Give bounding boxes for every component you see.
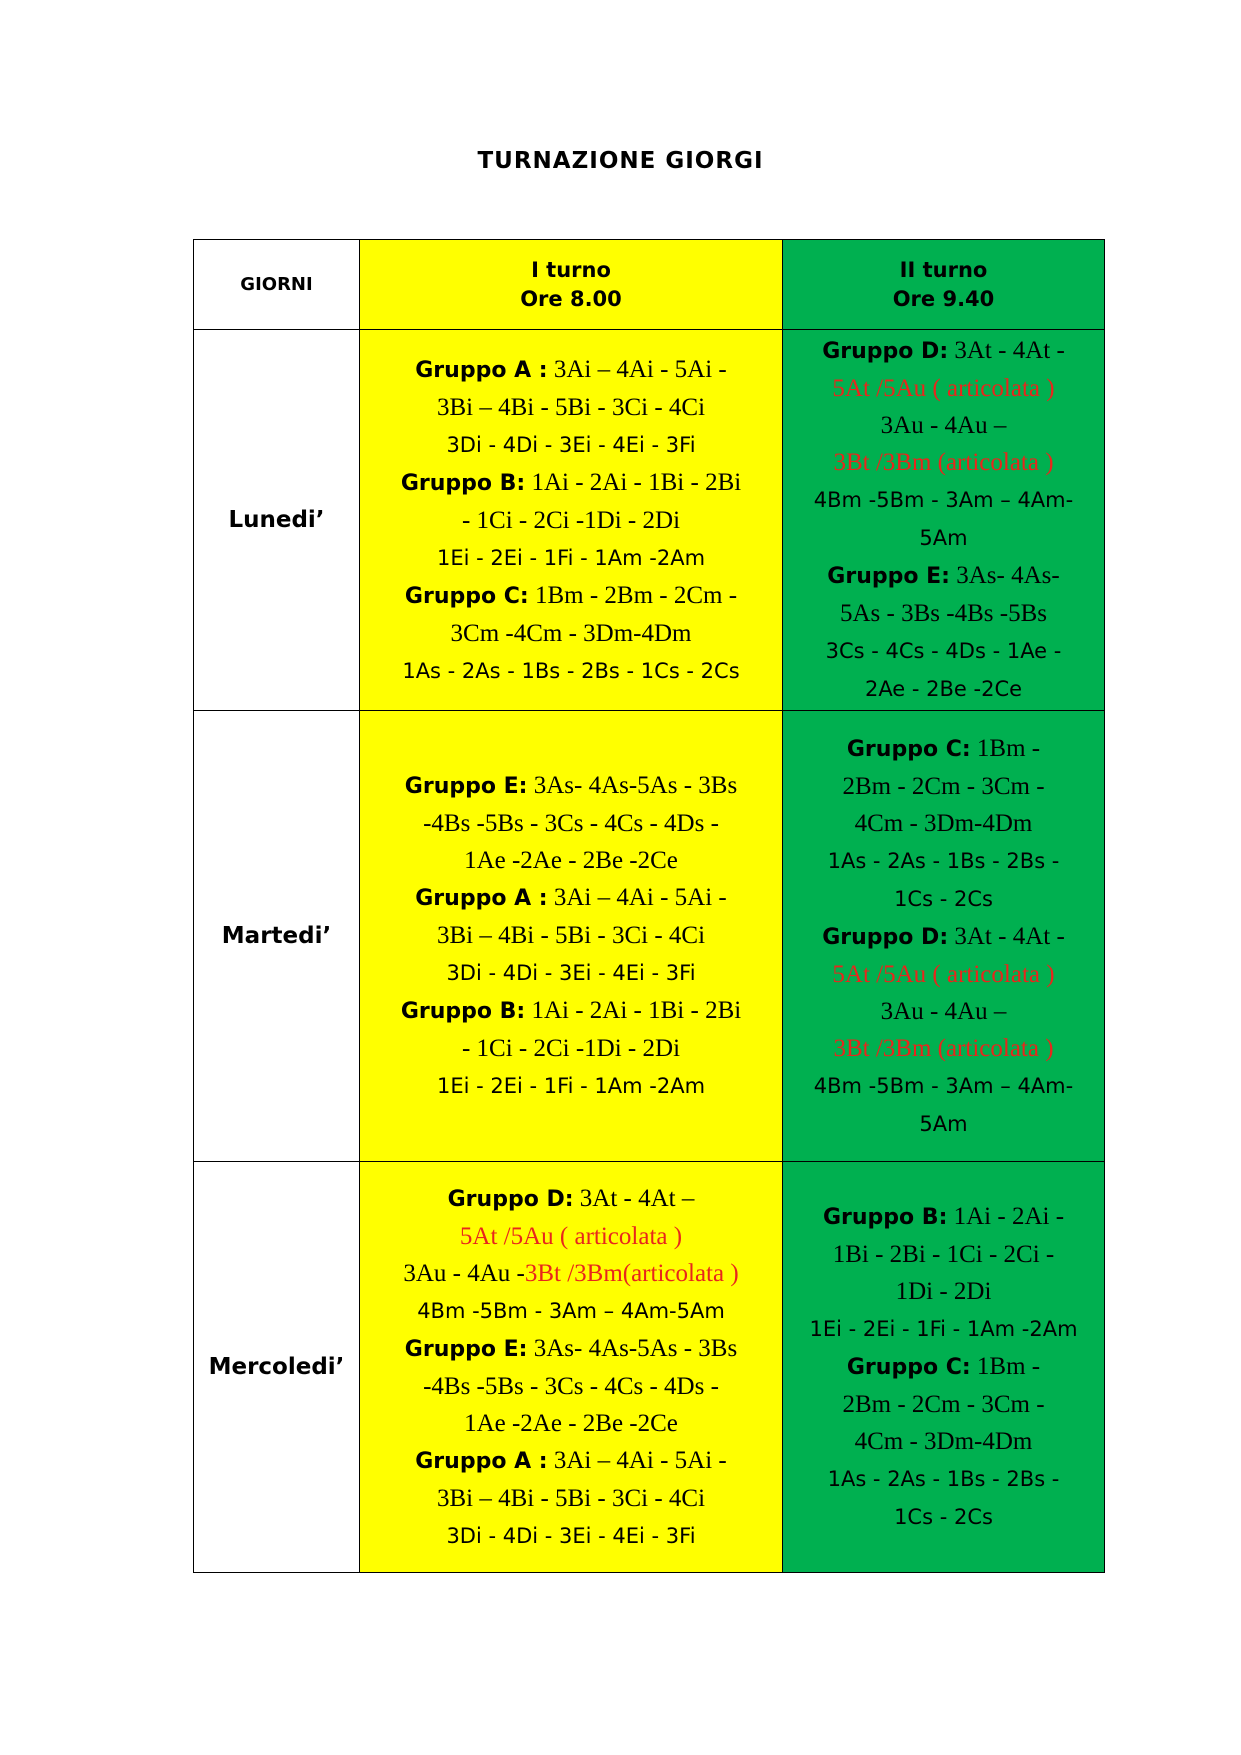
group-e-line: Gruppo E: 3As- 4As-5As - 3Bs <box>404 772 738 799</box>
group-d-line-highlight: 5At /5Au ( articolata ) <box>459 1222 683 1250</box>
group-d-line: 3Au - 4Au – <box>880 412 1007 439</box>
group-e-label: Gruppo E: <box>404 1336 528 1362</box>
group-e-line: Gruppo E: 3As- 4As- <box>827 562 1060 589</box>
group-b-line: 1Di - 2Di <box>895 1278 992 1305</box>
group-d-label: Gruppo D: <box>447 1186 574 1212</box>
header-turn-1 <box>360 240 783 330</box>
group-d-line-highlight: 3Bt /3Bm (articolata ) <box>833 449 1054 476</box>
group-a-line: 3Di - 4Di - 3Ei - 4Ei - 3Fi <box>446 1523 696 1548</box>
tuesday-turn-1 <box>360 711 783 1162</box>
group-b-line: 1Bi - 2Bi - 1Ci - 2Ci - <box>832 1241 1055 1268</box>
group-e-line: Gruppo E: 3As- 4As-5As - 3Bs <box>404 1334 738 1362</box>
group-c-line: 1Cs - 2Cs <box>894 1505 993 1529</box>
header-turn-2 <box>783 240 1105 330</box>
group-d-line: 3Au - 4Au -3Bt /3Bm(articolata ) <box>403 1259 739 1287</box>
group-d-line: 5Am <box>919 1111 968 1136</box>
turn-1-name: I turno <box>531 257 611 282</box>
group-a-line: 3Di - 4Di - 3Ei - 4Ei - 3Fi <box>446 432 696 457</box>
group-b-line: - 1Ci - 2Ci -1Di - 2Di <box>461 1035 681 1062</box>
group-b-line: 1Ei - 2Ei - 1Fi - 1Am -2Am <box>436 545 706 570</box>
group-b-label: Gruppo B: <box>400 470 526 496</box>
turn-1-time: Ore 8.00 <box>520 286 622 311</box>
group-c-line: 4Cm - 3Dm-4Dm <box>854 1428 1033 1455</box>
group-c-label: Gruppo C: <box>404 583 529 609</box>
group-c-line: 2Bm - 2Cm - 3Cm - <box>842 1391 1045 1418</box>
day-label: Martedi’ <box>221 923 332 949</box>
wednesday-turn-1 <box>360 1162 783 1573</box>
group-c-line: 1As - 2As - 1Bs - 2Bs - <box>827 848 1060 873</box>
group-d-line: 4Bm -5Bm - 3Am – 4Am-5Am <box>417 1298 725 1323</box>
group-a-label: Gruppo A : <box>415 357 548 383</box>
group-c-label: Gruppo C: <box>846 736 971 762</box>
group-d-line: 5Am <box>919 526 968 550</box>
group-c-line: 1As - 2As - 1Bs - 2Bs - <box>827 1467 1060 1491</box>
group-e-line: 3Cs - 4Cs - 4Ds - 1Ae - <box>825 639 1062 663</box>
group-d-line: 4Bm -5Bm - 3Am – 4Am- <box>813 488 1074 512</box>
group-b-line: Gruppo B: 1Ai - 2Ai - 1Bi - 2Bi <box>400 468 742 496</box>
group-c-line: Gruppo C: 1Bm - <box>846 734 1041 762</box>
group-e-line: -4Bs -5Bs - 3Cs - 4Cs - 4Ds - <box>423 810 719 837</box>
day-label: Mercoledi’ <box>208 1354 345 1380</box>
group-e-line: 5As - 3Bs -4Bs -5Bs <box>840 600 1047 627</box>
group-d-line-highlight: 3Bt /3Bm (articolata ) <box>833 1034 1054 1062</box>
day-cell-tuesday <box>194 711 360 1162</box>
group-a-line: Gruppo A : 3Ai – 4Ai - 5Ai - <box>415 355 727 383</box>
group-b-line: 1Ei - 2Ei - 1Fi - 1Am -2Am <box>809 1317 1078 1341</box>
page-title: TURNAZIONE GIORGI <box>477 148 764 174</box>
monday-turn-2 <box>783 330 1105 711</box>
group-d-line: Gruppo D: 3At - 4At - <box>822 922 1065 950</box>
schedule-table <box>193 239 1105 1573</box>
day-label: Lunedi’ <box>228 507 325 533</box>
group-b-label: Gruppo B: <box>400 999 526 1024</box>
header-days <box>194 240 360 330</box>
group-c-line: 4Cm - 3Dm-4Dm <box>854 809 1033 837</box>
group-c-line: 2Bm - 2Cm - 3Cm - <box>842 772 1045 800</box>
group-c-line: 3Cm -4Cm - 3Dm-4Dm <box>450 619 692 647</box>
group-b-line: Gruppo B: 1Ai - 2Ai - 1Bi - 2Bi <box>400 997 742 1024</box>
group-d-line: 4Bm -5Bm - 3Am – 4Am- <box>813 1073 1074 1098</box>
group-c-line: 1As - 2As - 1Bs - 2Bs - 1Cs - 2Cs <box>402 658 740 683</box>
group-a-line: 3Bi – 4Bi - 5Bi - 3Ci - 4Ci <box>436 1484 706 1512</box>
group-a-label: Gruppo A : <box>415 1448 548 1474</box>
group-b-line: Gruppo B: 1Ai - 2Ai - <box>822 1203 1065 1230</box>
row-wednesday <box>194 1162 1105 1573</box>
group-d-label: Gruppo D: <box>822 924 949 950</box>
group-c-line: 1Cs - 2Cs <box>894 886 993 911</box>
group-a-label: Gruppo A : <box>415 886 548 911</box>
group-d-line-highlight: 5At /5Au ( articolata ) <box>832 960 1055 988</box>
row-tuesday <box>194 711 1105 1162</box>
day-cell-monday <box>194 330 360 711</box>
group-a-line: 3Bi – 4Bi - 5Bi - 3Ci - 4Ci <box>436 922 706 949</box>
row-monday <box>194 330 1105 711</box>
group-a-line: Gruppo A : 3Ai – 4Ai - 5Ai - <box>415 1446 727 1474</box>
group-d-line-highlight: 3Bt /3Bm(articolata ) <box>524 1259 739 1287</box>
group-a-line: 3Di - 4Di - 3Ei - 4Ei - 3Fi <box>446 961 696 985</box>
day-cell-wednesday <box>194 1162 360 1573</box>
group-a-line: Gruppo A : 3Ai – 4Ai - 5Ai - <box>415 884 727 911</box>
days-header-label: GIORNI <box>240 274 313 295</box>
group-e-label: Gruppo E: <box>404 774 528 799</box>
group-e-line: 1Ae -2Ae - 2Be -2Ce <box>464 1409 678 1437</box>
turn-2-time: Ore 9.40 <box>892 286 995 311</box>
group-b-line: - 1Ci - 2Ci -1Di - 2Di <box>461 506 681 534</box>
group-b-label: Gruppo B: <box>822 1205 948 1230</box>
group-e-line: -4Bs -5Bs - 3Cs - 4Cs - 4Ds - <box>423 1372 719 1400</box>
group-d-line: 3Au - 4Au – <box>880 997 1007 1025</box>
group-d-line-highlight: 5At /5Au ( articolata ) <box>832 375 1055 402</box>
wednesday-turn-2 <box>783 1162 1105 1573</box>
group-e-line: 1Ae -2Ae - 2Be -2Ce <box>464 847 678 874</box>
group-e-line: 2Ae - 2Be -2Ce <box>864 677 1023 701</box>
group-e-label: Gruppo E: <box>827 564 950 589</box>
group-c-label: Gruppo C: <box>846 1355 971 1380</box>
group-d-line: Gruppo D: 3At - 4At – <box>447 1184 695 1212</box>
group-c-line: Gruppo C: 1Bm - 2Bm - 2Cm - <box>404 581 738 609</box>
group-d-label: Gruppo D: <box>822 339 949 364</box>
group-c-line: Gruppo C: 1Bm - <box>846 1353 1041 1380</box>
tuesday-turn-2 <box>783 711 1105 1162</box>
group-b-line: 1Ei - 2Ei - 1Fi - 1Am -2Am <box>436 1074 706 1098</box>
group-d-line: Gruppo D: 3At - 4At - <box>822 337 1065 364</box>
monday-turn-1 <box>360 330 783 711</box>
header-row <box>194 240 1105 330</box>
group-a-line: 3Bi – 4Bi - 5Bi - 3Ci - 4Ci <box>436 393 706 421</box>
turn-2-name: II turno <box>899 257 988 282</box>
